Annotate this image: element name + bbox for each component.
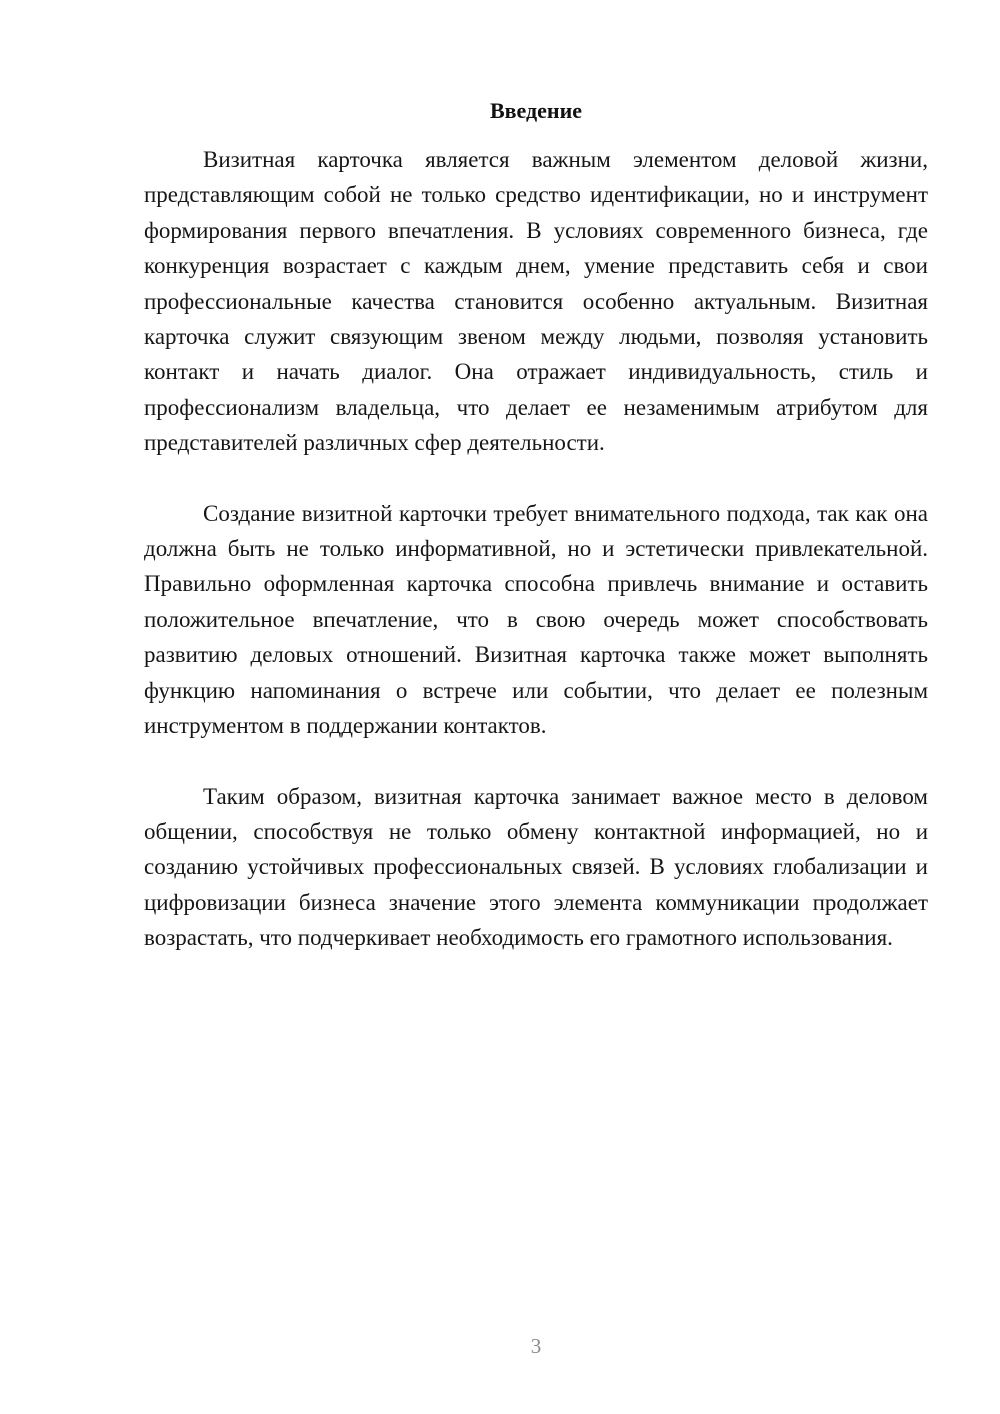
paragraph-1: Визитная карточка является важным элементом деловой жизни, представляющим собой не только средство идентификации, но и инструмент формирования первого впечатления. В условиях современного бизнеса, где конкуренция возрастает с каждым днем, умение представить себя и свои профессиональные качества становится особенно актуальным. Визитная карточка служит связующим звеном между людьми, позволяя установить контакт и начать диалог. Она отражает индивидуальность, стиль и профессионализм владельца, что делает ее незаменимым атрибутом для представителей различных сфер деятельности. xyxy=(144,147,928,456)
paragraph-2: Создание визитной карточки требует внимательного подхода, так как она должна быть не только информативной, но и эстетически привлекательной. Правильно оформленная карточка способна привлечь внимание и оставить положительное впечатление, что в свою очередь может способствовать развитию деловых отношений. Визитная карточка также может выполнять функцию напоминания о встрече или событии, что делает ее полезным инструментом в поддержании контактов. xyxy=(144,500,928,739)
page-number: 3 xyxy=(530,1334,542,1358)
paragraph-3: Таким образом, визитная карточка занимает важное место в деловом общении, способствуя не только обмену контактной информацией, но и созданию устойчивых профессиональных связей. В условиях глобализации и цифровизации бизнеса значение этого элемента коммуникации продолжает возрастать, что подчеркивает необходимость его грамотного использования. xyxy=(144,783,928,951)
document-body xyxy=(144,142,928,991)
page-title: Введение xyxy=(489,98,583,123)
